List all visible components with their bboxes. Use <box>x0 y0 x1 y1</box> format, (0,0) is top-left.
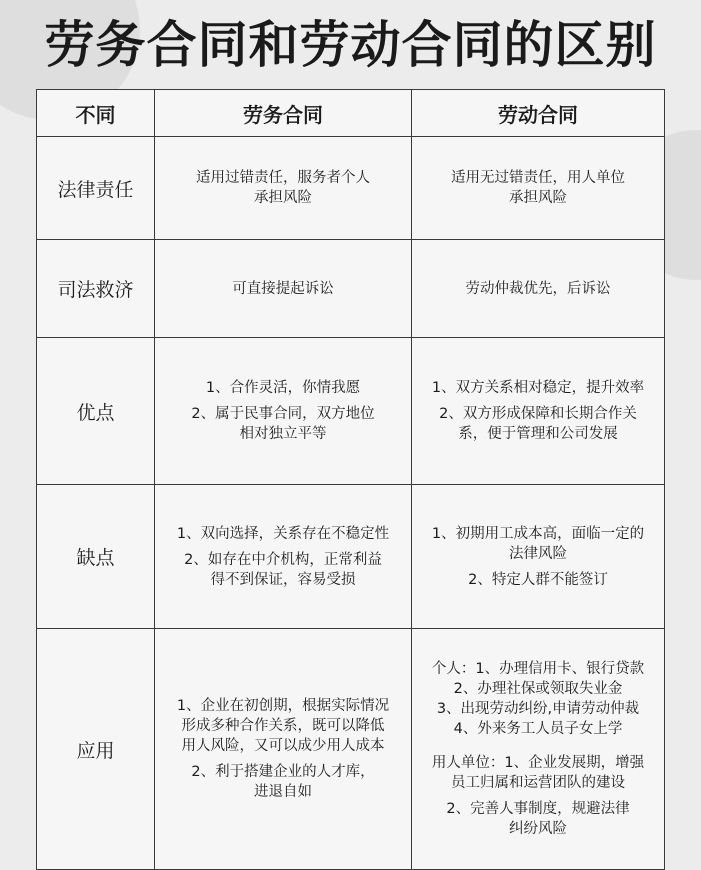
cell-line: 适用无过错责任，用人单位 <box>451 170 625 186</box>
labor-cell <box>412 485 665 629</box>
cell-line: 纠纷风险 <box>509 821 567 837</box>
cell-line: 承担风险 <box>509 190 567 206</box>
cell-line: 3、出现劳动纠纷,申请劳动仲裁 <box>436 701 640 717</box>
page-title: 劳务合同和劳动合同的区别 <box>44 16 657 74</box>
cell-line: 法律风险 <box>509 545 567 562</box>
table-row-applications <box>37 629 665 870</box>
cell-line: 2、利于搭建企业的人才库， <box>191 764 375 780</box>
cell-line: 相对独立平等 <box>239 426 327 442</box>
cell-line: 用人风险，又可以成少用人成本 <box>181 738 385 754</box>
cell-line: 1、合作灵活，你情我愿 <box>205 380 361 396</box>
service-cell <box>155 137 412 240</box>
cell-line: 用人单位：1、企业发展期，增强 <box>431 755 645 771</box>
cell-line: 个人：1、办理信用卡、银行贷款 <box>431 661 645 677</box>
cell-line: 2、办理社保或领取失业金 <box>453 681 623 697</box>
table-header-row <box>37 90 665 137</box>
row-label: 应用 <box>37 629 155 870</box>
cell-line: 1、企业在初创期，根据实际情况 <box>176 698 390 714</box>
cell-line: 2、如存在中介机构，正常利益 <box>184 551 382 568</box>
cell-line: 2、完善人事制度，规避法律 <box>446 801 630 817</box>
row-label: 缺点 <box>37 485 155 629</box>
service-cell <box>155 485 412 629</box>
header-service-contract: 劳务合同 <box>155 90 412 137</box>
labor-cell <box>412 629 665 870</box>
cell-line: 适用过错责任，服务者个人 <box>196 170 370 186</box>
cell-line: 得不到保证，容易受损 <box>210 571 356 588</box>
cell-line: 劳动仲裁优先，后诉讼 <box>465 280 611 297</box>
cell-line: 系，便于管理和公司发展 <box>458 426 618 442</box>
table-row-advantages <box>37 338 665 485</box>
cell-line: 1、初期用工成本高，面临一定的 <box>431 525 645 542</box>
labor-cell <box>412 338 665 485</box>
cell-line: 2、双方形成保障和长期合作关 <box>439 406 637 422</box>
cell-line: 承担风险 <box>254 190 312 206</box>
cell-line: 进退自如 <box>254 784 312 800</box>
cell-line: 1、双向选择，关系存在不稳定性 <box>176 525 390 542</box>
service-cell <box>155 629 412 870</box>
comparison-table <box>36 89 665 870</box>
cell-line: 1、双方关系相对稳定，提升效率 <box>431 380 645 396</box>
service-cell <box>155 240 412 338</box>
row-label: 司法救济 <box>37 240 155 338</box>
row-label: 优点 <box>37 338 155 485</box>
labor-cell <box>412 137 665 240</box>
cell-line: 4、外来务工人员子女上学 <box>453 721 623 737</box>
service-cell <box>155 338 412 485</box>
cell-line: 员工归属和运营团队的建设 <box>451 775 625 791</box>
table-row-judicial-remedy <box>37 240 665 338</box>
row-label: 法律责任 <box>37 137 155 240</box>
table-row-disadvantages <box>37 485 665 629</box>
cell-line: 2、属于民事合同，双方地位 <box>191 406 375 422</box>
table-row-legal-liability <box>37 137 665 240</box>
cell-line: 形成多种合作关系，既可以降低 <box>181 718 385 734</box>
header-difference: 不同 <box>37 90 155 137</box>
cell-line: 2、特定人群不能签订 <box>468 571 608 588</box>
header-labor-contract: 劳动合同 <box>412 90 665 137</box>
labor-cell <box>412 240 665 338</box>
cell-line: 可直接提起诉讼 <box>232 280 334 297</box>
